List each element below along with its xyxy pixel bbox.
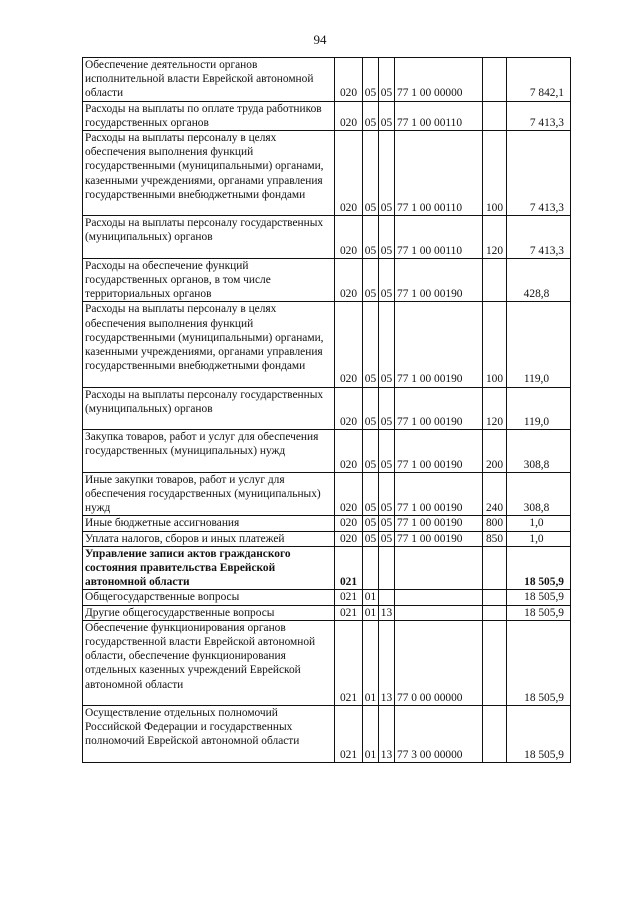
row-name: Расходы на выплаты по оплате труда работников государственных органов	[83, 101, 335, 130]
row-subsection-code: 05	[379, 430, 395, 473]
row-name: Управление записи актов гражданского состояния правительства Еврейской автономной области	[83, 546, 335, 590]
row-expense-type	[483, 546, 507, 590]
row-amount: 308,8	[507, 430, 571, 473]
row-target-article: 77 1 00 00190	[395, 516, 483, 531]
table-row	[83, 590, 571, 605]
row-target-article: 77 1 00 00110	[395, 131, 483, 216]
row-ved-code: 020	[335, 472, 363, 516]
row-expense-type	[483, 58, 507, 102]
row-name: Иные закупки товаров, работ и услуг для обеспечения государственных (муниципальных) нужд	[83, 472, 335, 516]
row-name: Закупка товаров, работ и услуг для обеспечения государственных (муниципальных) нужд	[83, 430, 335, 473]
row-ved-code: 020	[335, 516, 363, 531]
row-target-article: 77 1 00 00110	[395, 101, 483, 130]
table-row	[83, 546, 571, 590]
row-name: Другие общегосударственные вопросы	[83, 605, 335, 620]
table-row	[83, 620, 571, 705]
row-amount: 7 413,3	[507, 216, 571, 259]
row-subsection-code: 05	[379, 258, 395, 302]
table-row	[83, 430, 571, 473]
row-amount: 119,0	[507, 302, 571, 387]
table-row	[83, 58, 571, 102]
row-subsection-code	[379, 546, 395, 590]
row-target-article: 77 1 00 00000	[395, 58, 483, 102]
row-subsection-code: 05	[379, 216, 395, 259]
row-expense-type: 240	[483, 472, 507, 516]
row-target-article: 77 1 00 00190	[395, 258, 483, 302]
table-row	[83, 531, 571, 546]
row-expense-type: 800	[483, 516, 507, 531]
row-ved-code: 021	[335, 706, 363, 763]
row-section-code: 05	[363, 101, 379, 130]
row-subsection-code: 05	[379, 58, 395, 102]
row-ved-code: 020	[335, 216, 363, 259]
row-ved-code: 021	[335, 546, 363, 590]
row-amount: 7 413,3	[507, 101, 571, 130]
table-row	[83, 387, 571, 430]
row-section-code: 05	[363, 302, 379, 387]
row-name: Общегосударственные вопросы	[83, 590, 335, 605]
table-row	[83, 131, 571, 216]
row-name: Уплата налогов, сборов и иных платежей	[83, 531, 335, 546]
row-section-code: 05	[363, 516, 379, 531]
row-section-code: 01	[363, 620, 379, 705]
row-amount: 18 505,9	[507, 706, 571, 763]
row-ved-code: 020	[335, 430, 363, 473]
row-section-code: 05	[363, 258, 379, 302]
row-expense-type	[483, 706, 507, 763]
row-expense-type: 100	[483, 131, 507, 216]
row-amount: 1,0	[507, 516, 571, 531]
row-amount: 7 413,3	[507, 131, 571, 216]
row-expense-type	[483, 620, 507, 705]
row-ved-code: 020	[335, 302, 363, 387]
table-row	[83, 605, 571, 620]
row-subsection-code: 13	[379, 605, 395, 620]
row-name: Обеспечение функционирования органов государственной власти Еврейской автономной области, обеспечение функционирования отдельных казенных учреждений Еврейской автономной области	[83, 620, 335, 705]
row-subsection-code	[379, 590, 395, 605]
row-name: Расходы на выплаты персоналу государственных (муниципальных) органов	[83, 216, 335, 259]
row-section-code: 01	[363, 590, 379, 605]
row-subsection-code: 13	[379, 706, 395, 763]
row-target-article: 77 1 00 00190	[395, 387, 483, 430]
row-amount: 119,0	[507, 387, 571, 430]
row-name: Обеспечение деятельности органов исполнительной власти Еврейской автономной области	[83, 58, 335, 102]
row-name: Расходы на выплаты персоналу государственных (муниципальных) органов	[83, 387, 335, 430]
row-target-article: 77 1 00 00190	[395, 302, 483, 387]
row-section-code: 05	[363, 387, 379, 430]
row-target-article: 77 1 00 00110	[395, 216, 483, 259]
row-amount: 428,8	[507, 258, 571, 302]
row-target-article	[395, 605, 483, 620]
row-target-article: 77 1 00 00190	[395, 430, 483, 473]
row-name: Иные бюджетные ассигнования	[83, 516, 335, 531]
budget-table	[82, 57, 571, 763]
row-subsection-code: 05	[379, 101, 395, 130]
table-row	[83, 302, 571, 387]
table-row	[83, 216, 571, 259]
row-ved-code: 021	[335, 590, 363, 605]
table-row	[83, 472, 571, 516]
table-row	[83, 516, 571, 531]
row-subsection-code: 05	[379, 131, 395, 216]
row-subsection-code: 05	[379, 302, 395, 387]
row-amount: 18 505,9	[507, 590, 571, 605]
page-number: 94	[313, 32, 327, 47]
row-name: Расходы на выплаты персоналу в целях обеспечения выполнения функций государственными (муниципальными) органами, казенными учреждениями, органами управления государственными внебюджетными фондами	[83, 131, 335, 216]
row-expense-type	[483, 258, 507, 302]
row-name: Расходы на выплаты персоналу в целях обеспечения выполнения функций государственными (муниципальными) органами, казенными учреждениями, органами управления государственными внебюджетными фондами	[83, 302, 335, 387]
row-section-code: 05	[363, 430, 379, 473]
row-target-article	[395, 546, 483, 590]
row-name: Осуществление отдельных полномочий Российской Федерации и государственных полномочий Еврейской автономной области	[83, 706, 335, 763]
row-section-code: 01	[363, 605, 379, 620]
row-target-article: 77 3 00 00000	[395, 706, 483, 763]
row-expense-type	[483, 101, 507, 130]
row-expense-type	[483, 605, 507, 620]
row-ved-code: 021	[335, 620, 363, 705]
row-amount: 18 505,9	[507, 620, 571, 705]
table-row	[83, 258, 571, 302]
row-section-code: 05	[363, 131, 379, 216]
row-target-article: 77 1 00 00190	[395, 531, 483, 546]
row-subsection-code: 05	[379, 531, 395, 546]
row-name: Расходы на обеспечение функций государственных органов, в том числе территориальных органов	[83, 258, 335, 302]
row-ved-code: 020	[335, 387, 363, 430]
row-target-article	[395, 590, 483, 605]
row-expense-type: 200	[483, 430, 507, 473]
budget-table-body	[83, 58, 571, 763]
table-row	[83, 101, 571, 130]
row-amount: 1,0	[507, 531, 571, 546]
row-section-code: 05	[363, 472, 379, 516]
row-section-code: 05	[363, 58, 379, 102]
row-ved-code: 020	[335, 258, 363, 302]
row-section-code: 05	[363, 531, 379, 546]
table-row	[83, 706, 571, 763]
row-expense-type: 120	[483, 387, 507, 430]
row-section-code: 01	[363, 706, 379, 763]
row-expense-type: 100	[483, 302, 507, 387]
row-ved-code: 020	[335, 531, 363, 546]
row-ved-code: 020	[335, 131, 363, 216]
row-expense-type: 120	[483, 216, 507, 259]
row-subsection-code: 05	[379, 387, 395, 430]
row-amount: 308,8	[507, 472, 571, 516]
row-expense-type: 850	[483, 531, 507, 546]
row-amount: 7 842,1	[507, 58, 571, 102]
row-section-code: 05	[363, 216, 379, 259]
row-target-article: 77 0 00 00000	[395, 620, 483, 705]
row-amount: 18 505,9	[507, 546, 571, 590]
row-expense-type	[483, 590, 507, 605]
row-subsection-code: 05	[379, 516, 395, 531]
row-ved-code: 020	[335, 101, 363, 130]
row-subsection-code: 13	[379, 620, 395, 705]
row-amount: 18 505,9	[507, 605, 571, 620]
row-ved-code: 020	[335, 58, 363, 102]
row-target-article: 77 1 00 00190	[395, 472, 483, 516]
row-subsection-code: 05	[379, 472, 395, 516]
row-section-code	[363, 546, 379, 590]
row-ved-code: 021	[335, 605, 363, 620]
